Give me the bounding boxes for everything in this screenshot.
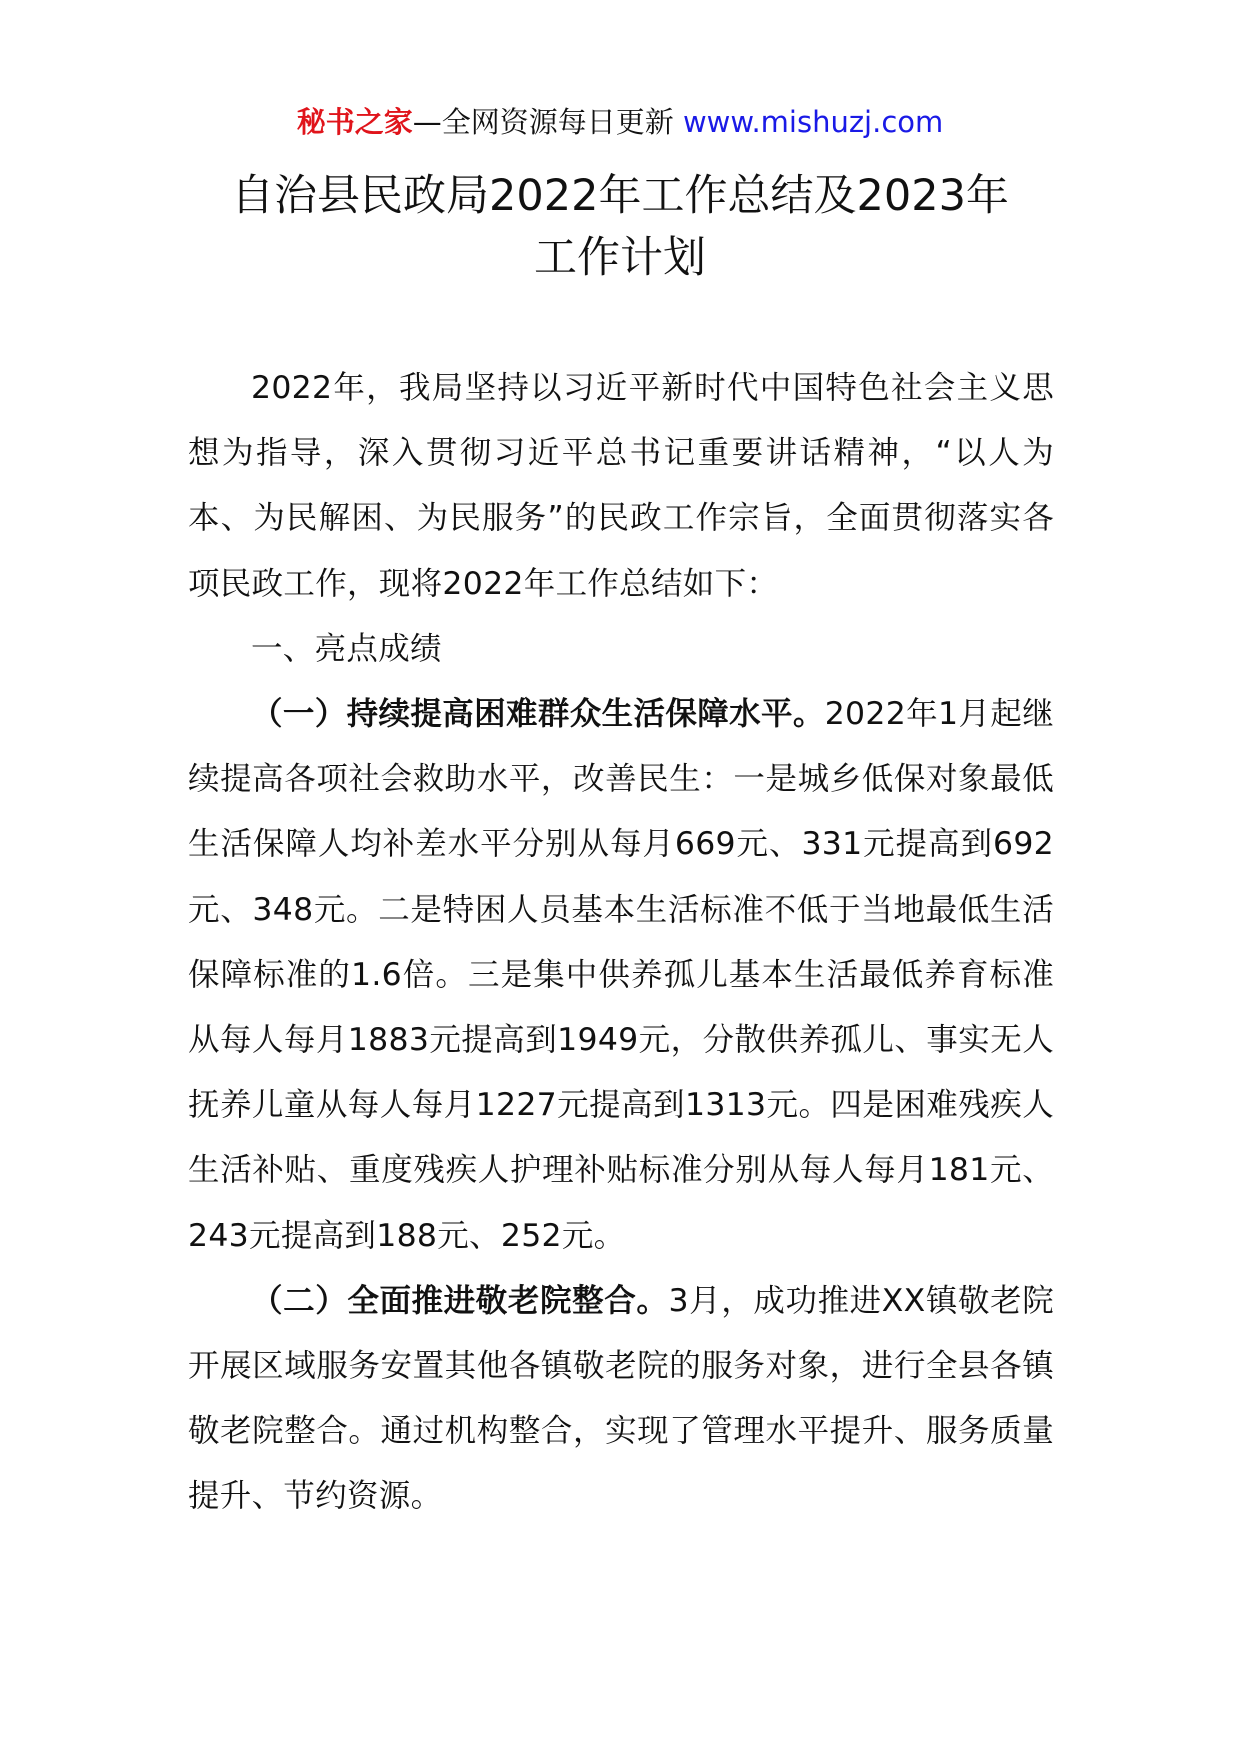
item-2-text: 3月，成功推进XX镇敬老院开展区域服务安置其他各镇敬老院的服务对象，进行全县各镇敬老院整合。通过机构整合，实现了管理水平提升、服务质量提升、节约资源。 bbox=[188, 1282, 1054, 1515]
section-heading-highlights: 一、亮点成绩 bbox=[251, 630, 442, 667]
document-title-line-2: 工作计划 bbox=[534, 233, 706, 283]
intro-paragraph: 2022年，我局坚持以习近平新时代中国特色社会主义思想为指导，深入贯彻习近平总书记重要讲话精神，“以人为本、为民解困、为民服务”的民政工作宗旨，全面贯彻落实各项民政工作，现将2022年工作总结如下： bbox=[188, 370, 1054, 602]
item-2-heading: （二）全面推进敬老院整合。 bbox=[251, 1282, 669, 1319]
site-header bbox=[0, 102, 1240, 142]
item-2-paragraph bbox=[188, 1269, 1054, 1530]
document-body bbox=[188, 356, 1054, 1530]
item-1-paragraph bbox=[188, 682, 1054, 1269]
document-title bbox=[140, 165, 1100, 289]
item-1-heading: （一）持续提高困难群众生活保障水平。 bbox=[251, 696, 825, 733]
site-tagline: —全网资源每日更新 bbox=[412, 105, 683, 139]
item-1-text: 2022年1月起继续提高各项社会救助水平，改善民生：一是城乡低保对象最低生活保障人均补差水平分别从每月669元、331元提高到692元、348元。二是特困人员基本生活标准不低于当地最低生活保障标准的1.6倍。三是集中供养孤儿基本生活最低养育标准从每人每月1883元提高到1949元，分散供养孤儿、事实无人抚养儿童从每人每月1227元提高到1313元。四是困难残疾人生活补贴、重度残疾人护理补贴标准分别从每人每月181元、243元提高到188元、252元。 bbox=[188, 696, 1054, 1254]
site-brand: 秘书之家 bbox=[296, 105, 413, 139]
document-title-line-1: 自治县民政局2022年工作总结及2023年 bbox=[231, 171, 1009, 221]
site-url-link[interactable]: www.mishuzj.com bbox=[682, 105, 944, 139]
